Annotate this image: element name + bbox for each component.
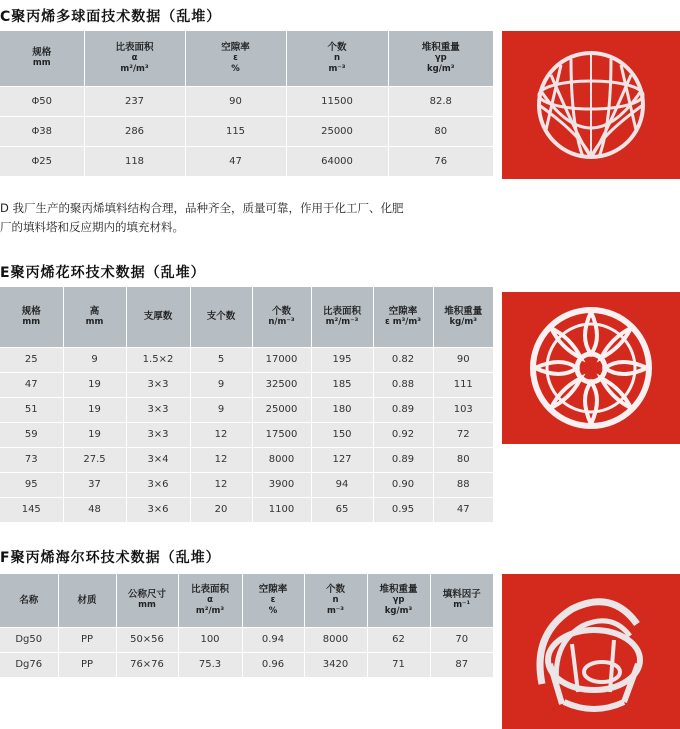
- table-cell: 82.8: [388, 86, 493, 116]
- table-cell: 48: [63, 497, 126, 522]
- table-cell: 3×3: [126, 397, 190, 422]
- header-cell: 公称尺寸 mm: [116, 574, 178, 627]
- header-cell: 材质: [58, 574, 116, 627]
- table-cell: 25000: [286, 116, 388, 146]
- header-cell: 堆积重量 kg/m³: [433, 287, 493, 347]
- table-cell: 17500: [252, 422, 311, 447]
- table-cell: Dg76: [0, 652, 58, 677]
- table-cell: 72: [433, 422, 493, 447]
- table-cell: 95: [0, 472, 63, 497]
- spherical-packing-image: [502, 31, 680, 179]
- header-cell: 规格 mm: [0, 287, 63, 347]
- table-cell: 25: [0, 347, 63, 372]
- table-cell: 17000: [252, 347, 311, 372]
- table-cell: 0.90: [373, 472, 433, 497]
- header-cell: 个数 n m⁻³: [304, 574, 367, 627]
- header-cell: 支个数: [190, 287, 252, 347]
- table-cell: 5: [190, 347, 252, 372]
- table-row: [0, 627, 493, 652]
- table-cell: 9: [63, 347, 126, 372]
- header-cell: 高 mm: [63, 287, 126, 347]
- header-cell: 支厚数: [126, 287, 190, 347]
- header-cell: 名称: [0, 574, 58, 627]
- table-row: [0, 497, 493, 522]
- table-cell: 12: [190, 447, 252, 472]
- table-cell: 3×3: [126, 372, 190, 397]
- table-cell: 9: [190, 372, 252, 397]
- table-row: [0, 472, 493, 497]
- header-cell: 填料因子 m⁻¹: [430, 574, 493, 627]
- table-cell: 73: [0, 447, 63, 472]
- table-cell: 70: [430, 627, 493, 652]
- table-row: [0, 397, 493, 422]
- table-cell: 19: [63, 372, 126, 397]
- table-cell: 76: [388, 146, 493, 176]
- table-cell: 1.5×2: [126, 347, 190, 372]
- header-cell: 空隙率 ε %: [185, 31, 286, 86]
- table-cell: 12: [190, 472, 252, 497]
- table-cell: 3×3: [126, 422, 190, 447]
- table-cell: 0.92: [373, 422, 433, 447]
- table-cell: 3×4: [126, 447, 190, 472]
- header-cell: 规格 mm: [0, 31, 84, 86]
- table-cell: Φ38: [0, 116, 84, 146]
- table-cell: 25000: [252, 397, 311, 422]
- table-cell: 47: [185, 146, 286, 176]
- header-cell: 个数 n m⁻³: [286, 31, 388, 86]
- table-cell: 103: [433, 397, 493, 422]
- header-cell: 空隙率 ε m³/m³: [373, 287, 433, 347]
- table-cell: 27.5: [63, 447, 126, 472]
- table-cell: 65: [311, 497, 373, 522]
- table-row: [0, 652, 493, 677]
- table-cell: 94: [311, 472, 373, 497]
- table-cell: 32500: [252, 372, 311, 397]
- table-cell: 75.3: [178, 652, 242, 677]
- table-cell: 51: [0, 397, 63, 422]
- table-cell: Dg50: [0, 627, 58, 652]
- description-line: D 我厂生产的聚丙烯填料结构合理，品种齐全，质量可靠，作用于化工厂、化肥: [0, 201, 404, 215]
- table-cell: 12: [190, 422, 252, 447]
- table-cell: 3420: [304, 652, 367, 677]
- table-cell: 185: [311, 372, 373, 397]
- table-cell: 195: [311, 347, 373, 372]
- flower-ring-photo: [502, 292, 680, 444]
- table-cell: 8000: [304, 627, 367, 652]
- table-cell: 80: [433, 447, 493, 472]
- table-cell: 0.95: [373, 497, 433, 522]
- table-cell: 150: [311, 422, 373, 447]
- table-row: [0, 86, 493, 116]
- table-cell: 90: [185, 86, 286, 116]
- table-cell: 62: [367, 627, 430, 652]
- table-cell: 88: [433, 472, 493, 497]
- table-cell: 0.89: [373, 397, 433, 422]
- description-line: 厂的填料塔和反应期内的填充材料。: [0, 220, 184, 234]
- table-cell: 3×6: [126, 497, 190, 522]
- table-cell: 0.88: [373, 372, 433, 397]
- table-cell: 71: [367, 652, 430, 677]
- table-cell: 1100: [252, 497, 311, 522]
- table-row: [0, 447, 493, 472]
- hiflow-ring-table: [0, 574, 493, 677]
- table-row: [0, 347, 493, 372]
- table-cell: 0.82: [373, 347, 433, 372]
- table-cell: 111: [433, 372, 493, 397]
- table-cell: 59: [0, 422, 63, 447]
- table-cell: 19: [63, 397, 126, 422]
- table-cell: PP: [58, 627, 116, 652]
- table-cell: 100: [178, 627, 242, 652]
- table-cell: 3900: [252, 472, 311, 497]
- table-cell: 0.94: [242, 627, 304, 652]
- table-cell: 76×76: [116, 652, 178, 677]
- header-cell: 堆积重量 γp kg/m³: [388, 31, 493, 86]
- table-cell: 180: [311, 397, 373, 422]
- table-cell: 115: [185, 116, 286, 146]
- section-e-title: E聚丙烯花环技术数据（乱堆）: [0, 265, 206, 281]
- table-cell: Φ25: [0, 146, 84, 176]
- flower-ring-image: [502, 292, 680, 444]
- table-row: [0, 372, 493, 397]
- table-cell: 118: [84, 146, 185, 176]
- table-cell: 47: [433, 497, 493, 522]
- table-cell: 90: [433, 347, 493, 372]
- section-c-title: C聚丙烯多球面技术数据（乱堆）: [0, 9, 222, 25]
- table-cell: 19: [63, 422, 126, 447]
- table-cell: Φ50: [0, 86, 84, 116]
- description-paragraph: [0, 199, 492, 237]
- flower-ring-table: [0, 287, 493, 522]
- table-row: [0, 146, 493, 176]
- header-cell: 空隙率 ε %: [242, 574, 304, 627]
- table-cell: PP: [58, 652, 116, 677]
- header-cell: 堆积重量 γp kg/m³: [367, 574, 430, 627]
- hiflow-ring-image: [502, 574, 680, 729]
- table-cell: 0.89: [373, 447, 433, 472]
- table-cell: 127: [311, 447, 373, 472]
- spherical-packing-table: [0, 31, 493, 176]
- table-cell: 3×6: [126, 472, 190, 497]
- hiflow-ring-photo: [502, 574, 680, 729]
- table-cell: 237: [84, 86, 185, 116]
- spherical-packing-photo: [502, 31, 680, 179]
- table-cell: 286: [84, 116, 185, 146]
- table-row: [0, 422, 493, 447]
- section-f-title: F聚丙烯海尔环技术数据（乱堆）: [0, 550, 221, 566]
- table-cell: 145: [0, 497, 63, 522]
- table-cell: 87: [430, 652, 493, 677]
- header-cell: 比表面积 α m²/m³: [84, 31, 185, 86]
- table-cell: 0.96: [242, 652, 304, 677]
- header-cell: 比表面积 m²/m⁻³: [311, 287, 373, 347]
- table-cell: 11500: [286, 86, 388, 116]
- table-cell: 9: [190, 397, 252, 422]
- table-row: [0, 116, 493, 146]
- header-cell: 比表面积 α m²/m³: [178, 574, 242, 627]
- table-cell: 8000: [252, 447, 311, 472]
- header-cell: 个数 n/m⁻³: [252, 287, 311, 347]
- table-cell: 50×56: [116, 627, 178, 652]
- table-cell: 20: [190, 497, 252, 522]
- table-cell: 64000: [286, 146, 388, 176]
- table-cell: 37: [63, 472, 126, 497]
- table-cell: 47: [0, 372, 63, 397]
- table-cell: 80: [388, 116, 493, 146]
